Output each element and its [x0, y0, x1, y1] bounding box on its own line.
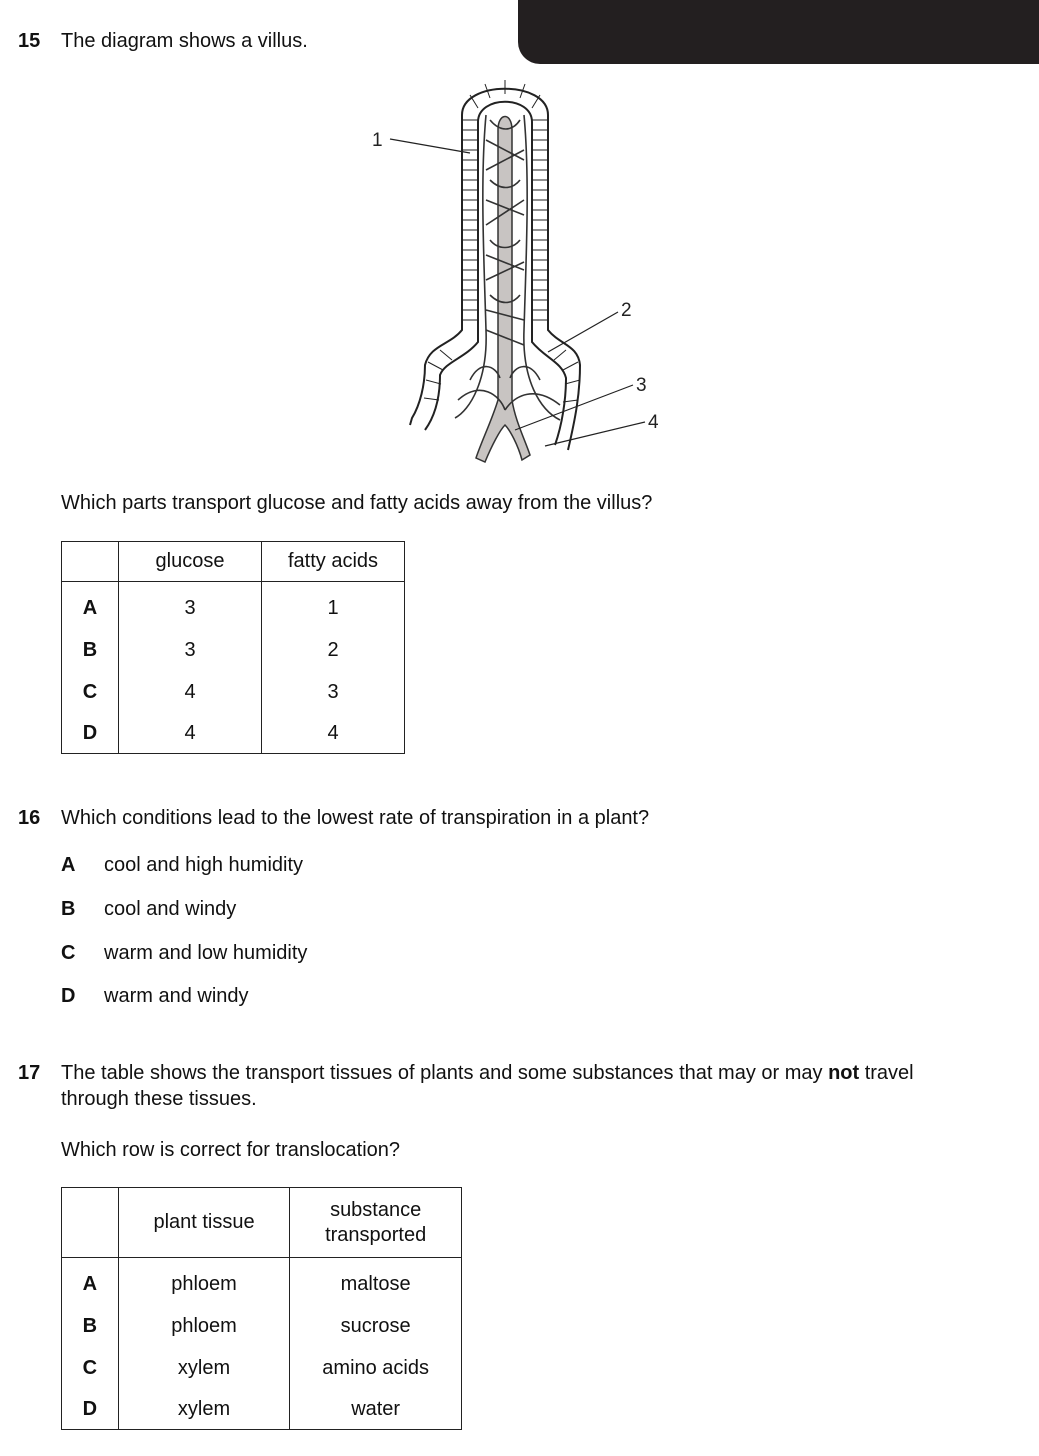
table-row-label: D: [62, 1390, 119, 1430]
q17-header-substance-transported: [290, 1188, 462, 1258]
plant-tissue-cell: xylem: [118, 1348, 290, 1390]
q17-stem-bold: not: [828, 1062, 860, 1084]
fatty-acids-cell: 3: [262, 672, 405, 714]
option-text: cool and high humidity: [104, 854, 304, 876]
fatty-acids-cell: 4: [262, 714, 405, 754]
plant-tissue-cell: phloem: [118, 1306, 290, 1348]
q17-number: 17: [18, 1062, 41, 1084]
q15-stem: The diagram shows a villus.: [61, 30, 308, 52]
q16-option-a[interactable]: [61, 854, 303, 877]
option-text: warm and low humidity: [104, 942, 308, 964]
option-text: cool and windy: [104, 898, 237, 920]
label-1: 1: [372, 130, 383, 151]
q17-stem-part1: The table shows the transport tissues of plants and some substances that may or may: [61, 1062, 823, 1084]
glucose-cell: 4: [119, 714, 262, 754]
substance-cell: amino acids: [290, 1348, 462, 1390]
q15-number: 15: [18, 30, 41, 52]
table-row-label: A: [62, 1258, 119, 1306]
table-row-label: D: [62, 714, 119, 754]
q17-question: Which row is correct for translocation?: [61, 1139, 401, 1161]
q16-stem: Which conditions lead to the lowest rate of transpiration in a plant?: [61, 807, 650, 829]
substance-cell: water: [290, 1390, 462, 1430]
q16-number: 16: [18, 807, 41, 829]
q16-option-c[interactable]: [61, 942, 307, 965]
q17-stem-part2: travel: [864, 1062, 914, 1084]
fatty-acids-cell: 2: [262, 630, 405, 672]
glucose-cell: 4: [119, 672, 262, 714]
header-substance-line2: transported: [325, 1223, 427, 1246]
table-row-label: A: [62, 582, 119, 630]
label-3: 3: [636, 375, 647, 396]
q15-table: [61, 541, 405, 754]
glucose-cell: 3: [119, 630, 262, 672]
q15-header-blank: [62, 542, 119, 582]
label-4: 4: [648, 412, 659, 433]
q17-header-plant-tissue: plant tissue: [118, 1188, 290, 1258]
option-label: D: [61, 985, 76, 1007]
plant-tissue-cell: phloem: [118, 1258, 290, 1306]
villus-diagram: [372, 72, 700, 472]
substance-cell: sucrose: [290, 1306, 462, 1348]
table-row-label: C: [62, 1348, 119, 1390]
q16-option-b[interactable]: [61, 898, 236, 921]
option-label: A: [61, 854, 76, 876]
substance-cell: maltose: [290, 1258, 462, 1306]
glucose-cell: 3: [119, 582, 262, 630]
header-bar: [518, 0, 1039, 64]
q17-stem: [61, 1062, 1031, 1085]
option-label: C: [61, 942, 76, 964]
plant-tissue-cell: xylem: [118, 1390, 290, 1430]
q15-header-glucose: glucose: [119, 542, 262, 582]
q17-stem-line2: through these tissues.: [61, 1088, 257, 1110]
option-label: B: [61, 898, 76, 920]
option-text: warm and windy: [104, 985, 249, 1007]
q15-question: Which parts transport glucose and fatty acids away from the villus?: [61, 492, 653, 514]
q17-header-blank: [62, 1188, 119, 1258]
q17-table: [61, 1187, 462, 1430]
table-row-label: C: [62, 672, 119, 714]
label-2: 2: [621, 300, 632, 321]
table-row-label: B: [62, 1306, 119, 1348]
q15-header-fatty-acids: fatty acids: [262, 542, 405, 582]
q16-option-d[interactable]: [61, 985, 249, 1008]
fatty-acids-cell: 1: [262, 582, 405, 630]
table-row-label: B: [62, 630, 119, 672]
header-substance-line1: substance: [330, 1198, 422, 1221]
